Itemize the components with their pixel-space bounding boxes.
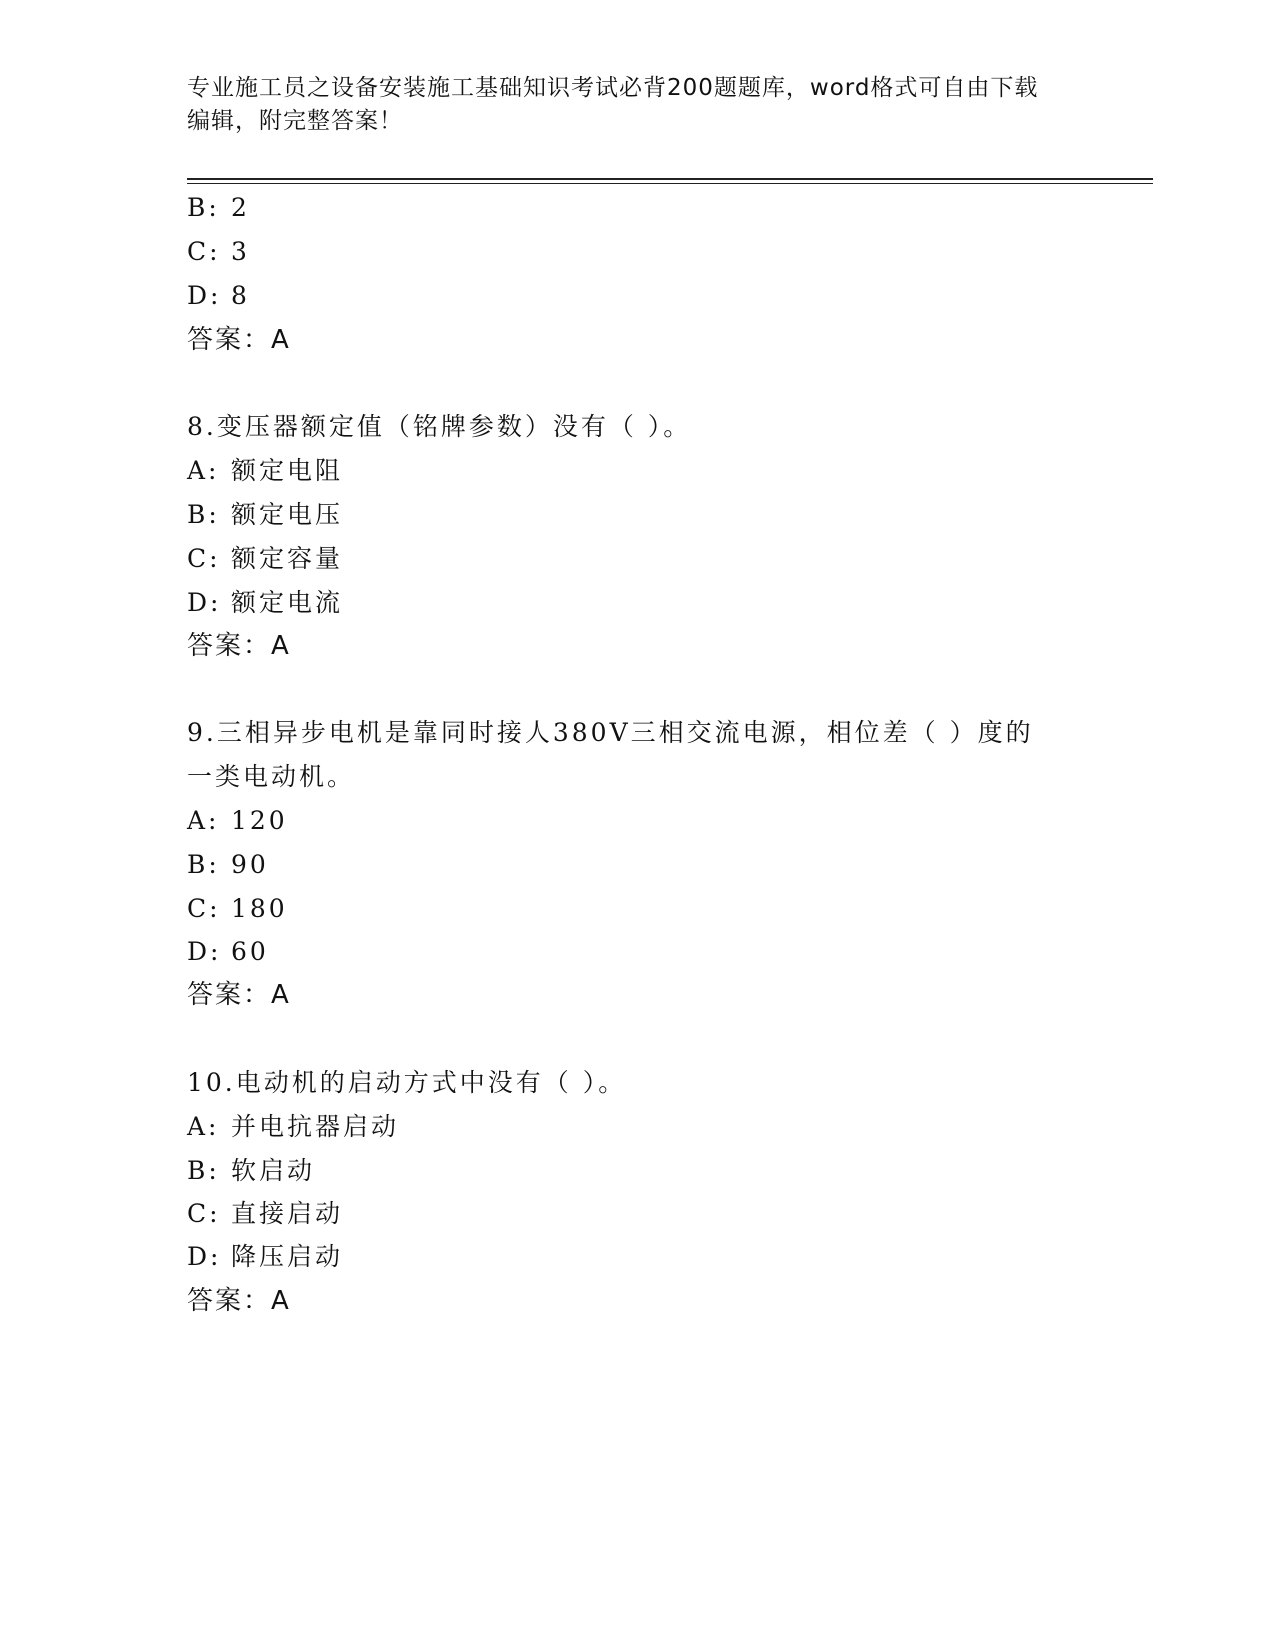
option-text: 直接启动	[231, 1199, 344, 1228]
q9-option-a	[187, 804, 288, 838]
option-text: 8	[231, 281, 250, 310]
option-key: C:	[187, 1199, 221, 1228]
q9-option-c	[187, 892, 288, 926]
q10-option-d	[187, 1240, 343, 1274]
q8-option-c	[187, 542, 343, 576]
q8-answer: 答案：A	[187, 631, 291, 661]
option-key: B:	[187, 850, 220, 879]
option-key: D:	[187, 937, 222, 966]
q7-option-b	[187, 191, 250, 225]
q9-question-line-1: 9.三相异步电机是靠同时接人380V三相交流电源，相位差（ ）度的	[187, 718, 1034, 747]
q7-option-d	[187, 279, 250, 313]
q8-option-b	[187, 498, 343, 532]
document-header	[187, 72, 1067, 138]
option-key: A:	[187, 806, 220, 835]
option-text: 180	[231, 894, 288, 923]
q8-question: 8.变压器额定值（铭牌参数）没有（ ）。	[187, 412, 692, 441]
option-key: B:	[187, 193, 220, 222]
option-text: 2	[231, 193, 250, 222]
option-text: 60	[231, 937, 269, 966]
option-text: 额定电流	[231, 588, 344, 617]
q9-option-d	[187, 935, 269, 969]
option-text: 额定电压	[231, 500, 344, 529]
q10-question: 10.电动机的启动方式中没有（ ）。	[187, 1068, 627, 1097]
option-key: D:	[187, 281, 222, 310]
option-text: 120	[231, 806, 288, 835]
option-key: C:	[187, 894, 221, 923]
header-title-line-2: 编辑，附完整答案！	[187, 108, 403, 134]
option-key: A:	[187, 456, 220, 485]
header-divider-thick	[187, 178, 1153, 180]
option-key: D:	[187, 588, 222, 617]
q10-option-a	[187, 1110, 399, 1144]
q8-option-d	[187, 586, 343, 620]
option-text: 并电抗器启动	[231, 1112, 400, 1141]
option-text: 额定电阻	[231, 456, 344, 485]
option-key: B:	[187, 1156, 220, 1185]
q9-option-b	[187, 848, 269, 882]
option-text: 软启动	[231, 1156, 316, 1185]
q10-answer: 答案：A	[187, 1286, 291, 1316]
header-divider-thin	[187, 183, 1153, 184]
option-key: C:	[187, 544, 221, 573]
header-title-line-1: 专业施工员之设备安装施工基础知识考试必背200题题库，word格式可自由下载	[187, 75, 1039, 101]
q7-option-c	[187, 235, 250, 269]
option-text: 3	[231, 237, 250, 266]
q10-option-c	[187, 1197, 343, 1231]
q10-option-b	[187, 1154, 315, 1188]
option-key: B:	[187, 500, 220, 529]
option-text: 额定容量	[231, 544, 344, 573]
q8-option-a	[187, 454, 343, 488]
option-key: A:	[187, 1112, 220, 1141]
q9-answer: 答案：A	[187, 980, 291, 1010]
option-key: C:	[187, 237, 221, 266]
option-text: 降压启动	[231, 1242, 344, 1271]
option-key: D:	[187, 1242, 222, 1271]
option-text: 90	[231, 850, 269, 879]
q7-answer: 答案：A	[187, 325, 291, 355]
q9-question-line-2: 一类电动机。	[187, 762, 356, 791]
